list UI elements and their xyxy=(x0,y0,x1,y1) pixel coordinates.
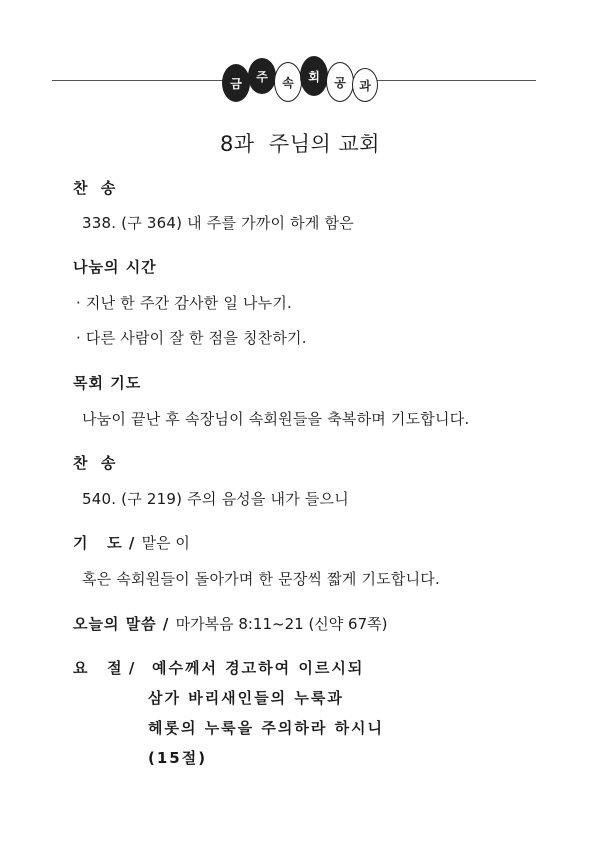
word-heading-row xyxy=(73,613,387,634)
hymn2-heading: 찬 송 xyxy=(73,454,117,472)
pastoral-prayer-text: 나눔이 끝난 후 속장님이 속회원들을 축복하며 기도합니다. xyxy=(82,410,470,428)
verse-line-3: 헤롯의 누룩을 주의하라 하시니 xyxy=(148,719,385,737)
scripture-reference: 마가복음 8:11~21 (신약 67쪽) xyxy=(175,615,388,633)
lesson-title: 8과 주님의 교회 xyxy=(219,132,381,156)
hymn1-heading: 찬 송 xyxy=(73,179,117,197)
prayer-heading: 기 도 / xyxy=(73,534,136,552)
hymn2-text: 540. (구 219) 주의 음성을 내가 들으니 xyxy=(82,490,349,508)
badge-char-3: 속 xyxy=(274,62,302,102)
sharing-heading: 나눔의 시간 xyxy=(73,258,157,276)
badge-char-6: 과 xyxy=(352,68,378,102)
badge-char-5: 공 xyxy=(326,62,354,102)
badge-char-2: 주 xyxy=(248,58,276,94)
sharing-item-1: · 지난 한 주간 감사한 일 나누기. xyxy=(76,294,293,312)
prayer-heading-row xyxy=(73,532,190,553)
prayer-leader: 맡은 이 xyxy=(141,534,190,552)
verse-line-1: 예수께서 경고하여 이르시되 xyxy=(152,659,365,677)
word-heading: 오늘의 말씀 / xyxy=(73,615,170,633)
badge-char-1: 금 xyxy=(222,64,250,102)
verse-reference: (15절) xyxy=(148,749,208,767)
badge-char-4: 회 xyxy=(300,56,328,96)
sharing-item-2: · 다른 사람이 잘 한 점을 칭찬하기. xyxy=(76,329,307,347)
prayer-text: 혹은 속회원들이 돌아가며 한 문장씩 짧게 기도합니다. xyxy=(82,570,440,588)
verse-line-2: 삼가 바리새인들의 누룩과 xyxy=(148,689,344,707)
pastoral-prayer-heading: 목회 기도 xyxy=(73,374,142,392)
verse-heading: 요 절 / xyxy=(73,659,136,677)
hymn1-text: 338. (구 364) 내 주를 가까이 하게 함은 xyxy=(82,214,354,232)
weekly-cell-lesson-badge xyxy=(218,52,388,104)
